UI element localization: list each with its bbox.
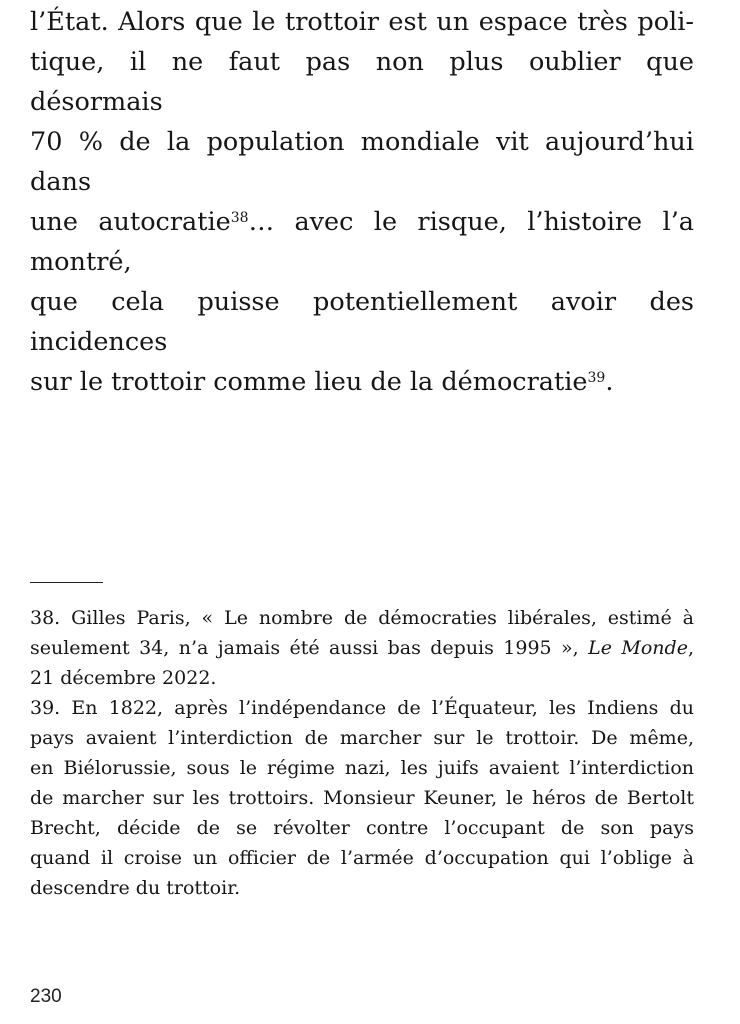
footnote-39-line-1: 39. En 1822, après l’indépendance de l’Équateur, les Indiens du bbox=[30, 697, 694, 719]
body-line-2: tique, il ne faut pas non plus oublier que désormais bbox=[30, 47, 694, 117]
footnote-38-line-2 bbox=[30, 633, 694, 663]
body-line-6 bbox=[30, 362, 694, 402]
footnote-ref-39[interactable]: 39 bbox=[587, 370, 606, 387]
footnote-39-line-6: quand il croise un officier de l’armée d’occupation qui l’oblige à bbox=[30, 847, 694, 869]
body-line-1: l’État. Alors que le trottoir est un espace très poli- bbox=[30, 7, 694, 37]
body-line-4 bbox=[30, 202, 694, 282]
footnote-ref-38[interactable]: 38 bbox=[230, 210, 249, 227]
footnote-38-text: seulement 34, n’a jamais été aussi bas depuis 1995 », bbox=[30, 637, 589, 659]
footnote-39-line-4: de marcher sur les trottoirs. Monsieur Keuner, le héros de Bertolt bbox=[30, 787, 694, 809]
footnote-39-line-3: en Biélorussie, sous le régime nazi, les juifs avaient l’interdiction bbox=[30, 757, 694, 779]
footnote-38-source: Le Monde bbox=[588, 637, 688, 659]
footnote-38-comma: , bbox=[687, 637, 694, 659]
footnote-38-line-3: 21 décembre 2022. bbox=[30, 667, 217, 689]
footnote-39-line-2: pays avaient l’interdiction de marcher sur le trottoir. De même, bbox=[30, 727, 694, 749]
page-number: 230 bbox=[30, 986, 62, 1007]
body-line-4-text-b: … avec le risque, l’histoire l’a montré, bbox=[30, 207, 694, 277]
body-line-5: que cela puisse potentiellement avoir des incidences bbox=[30, 287, 694, 357]
footnote-separator bbox=[30, 582, 103, 583]
body-line-4-text-a: une autocratie bbox=[30, 207, 231, 237]
footnote-38-line-1: 38. Gilles Paris, « Le nombre de démocraties libérales, estimé à bbox=[30, 607, 694, 629]
body-line-3: 70 % de la population mondiale vit aujourd’hui dans bbox=[30, 127, 694, 197]
body-line-6-text-b: . bbox=[605, 367, 614, 397]
footnotes bbox=[30, 603, 694, 903]
footnote-39-line-5: Brecht, décide de se révolter contre l’occupant de son pays bbox=[30, 817, 694, 839]
body-paragraph bbox=[30, 2, 694, 402]
footnote-39-line-7: descendre du trottoir. bbox=[30, 877, 241, 899]
body-line-6-text-a: sur le trottoir comme lieu de la démocratie bbox=[30, 367, 588, 397]
